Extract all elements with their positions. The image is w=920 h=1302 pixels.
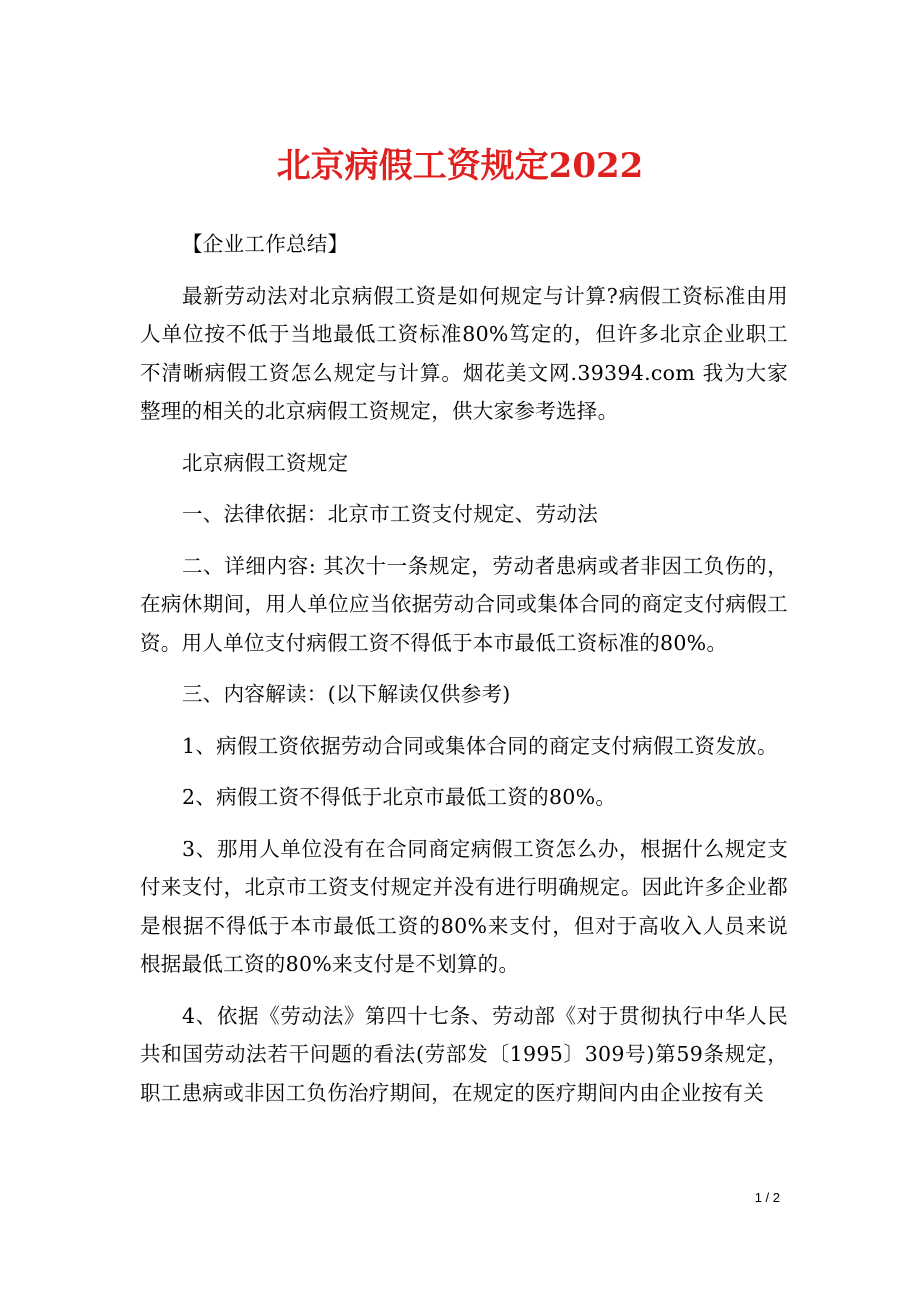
paragraph-intro: 最新劳动法对北京病假工资是如何规定与计算?病假工资标准由用人单位按不低于当地最低工资标准80%笃定的，但许多北京企业职工不清晰病假工资怎么规定与计算。烟花美文网.39394.com 我为大家整理的相关的北京病假工资规定，供大家参考选择。 xyxy=(140,283,788,423)
paragraph-heading: 北京病假工资规定 xyxy=(182,450,349,475)
document-title: 北京病假工资规定2022 xyxy=(276,146,644,186)
paragraph-section-tag: 【企业工作总结】 xyxy=(182,232,349,256)
paragraph-interpretation-heading: 三、内容解读：(以下解读仅供参考) xyxy=(182,682,511,706)
paragraph-point-4: 4、依据《劳动法》第四十七条、劳动部《对于贯彻执行中华人民共和国劳动法若干问题的看法(劳部发〔1995〕309号)第59条规定，职工患病或非因工负伤治疗期间，在规定的医疗期间内由企业按有关 xyxy=(140,1003,788,1105)
paragraph-legal-basis: 一、法律依据：北京市工资支付规定、劳动法 xyxy=(182,502,598,526)
page-number: 1 / 2 xyxy=(754,1190,780,1205)
document-body xyxy=(140,225,788,1112)
paragraph-details: 二、详细内容: 其次十一条规定，劳动者患病或者非因工负伤的，在病休期间，用人单位应当依据劳动合同或集体合同的商定支付病假工资。用人单位支付病假工资不得低于本市最低工资标准的80%。 xyxy=(140,553,788,655)
paragraph-point-2: 2、病假工资不得低于北京市最低工资的80%。 xyxy=(182,785,617,809)
paragraph-point-3: 3、那用人单位没有在合同商定病假工资怎么办，根据什么规定支付来支付，北京市工资支付规定并没有进行明确规定。因此许多企业都是根据不得低于本市最低工资的80%来支付，但对于高收入人员来说根据最低工资的80%来支付是不划算的。 xyxy=(140,836,788,976)
paragraph-point-1: 1、病假工资依据劳动合同或集体合同的商定支付病假工资发放。 xyxy=(182,733,778,758)
